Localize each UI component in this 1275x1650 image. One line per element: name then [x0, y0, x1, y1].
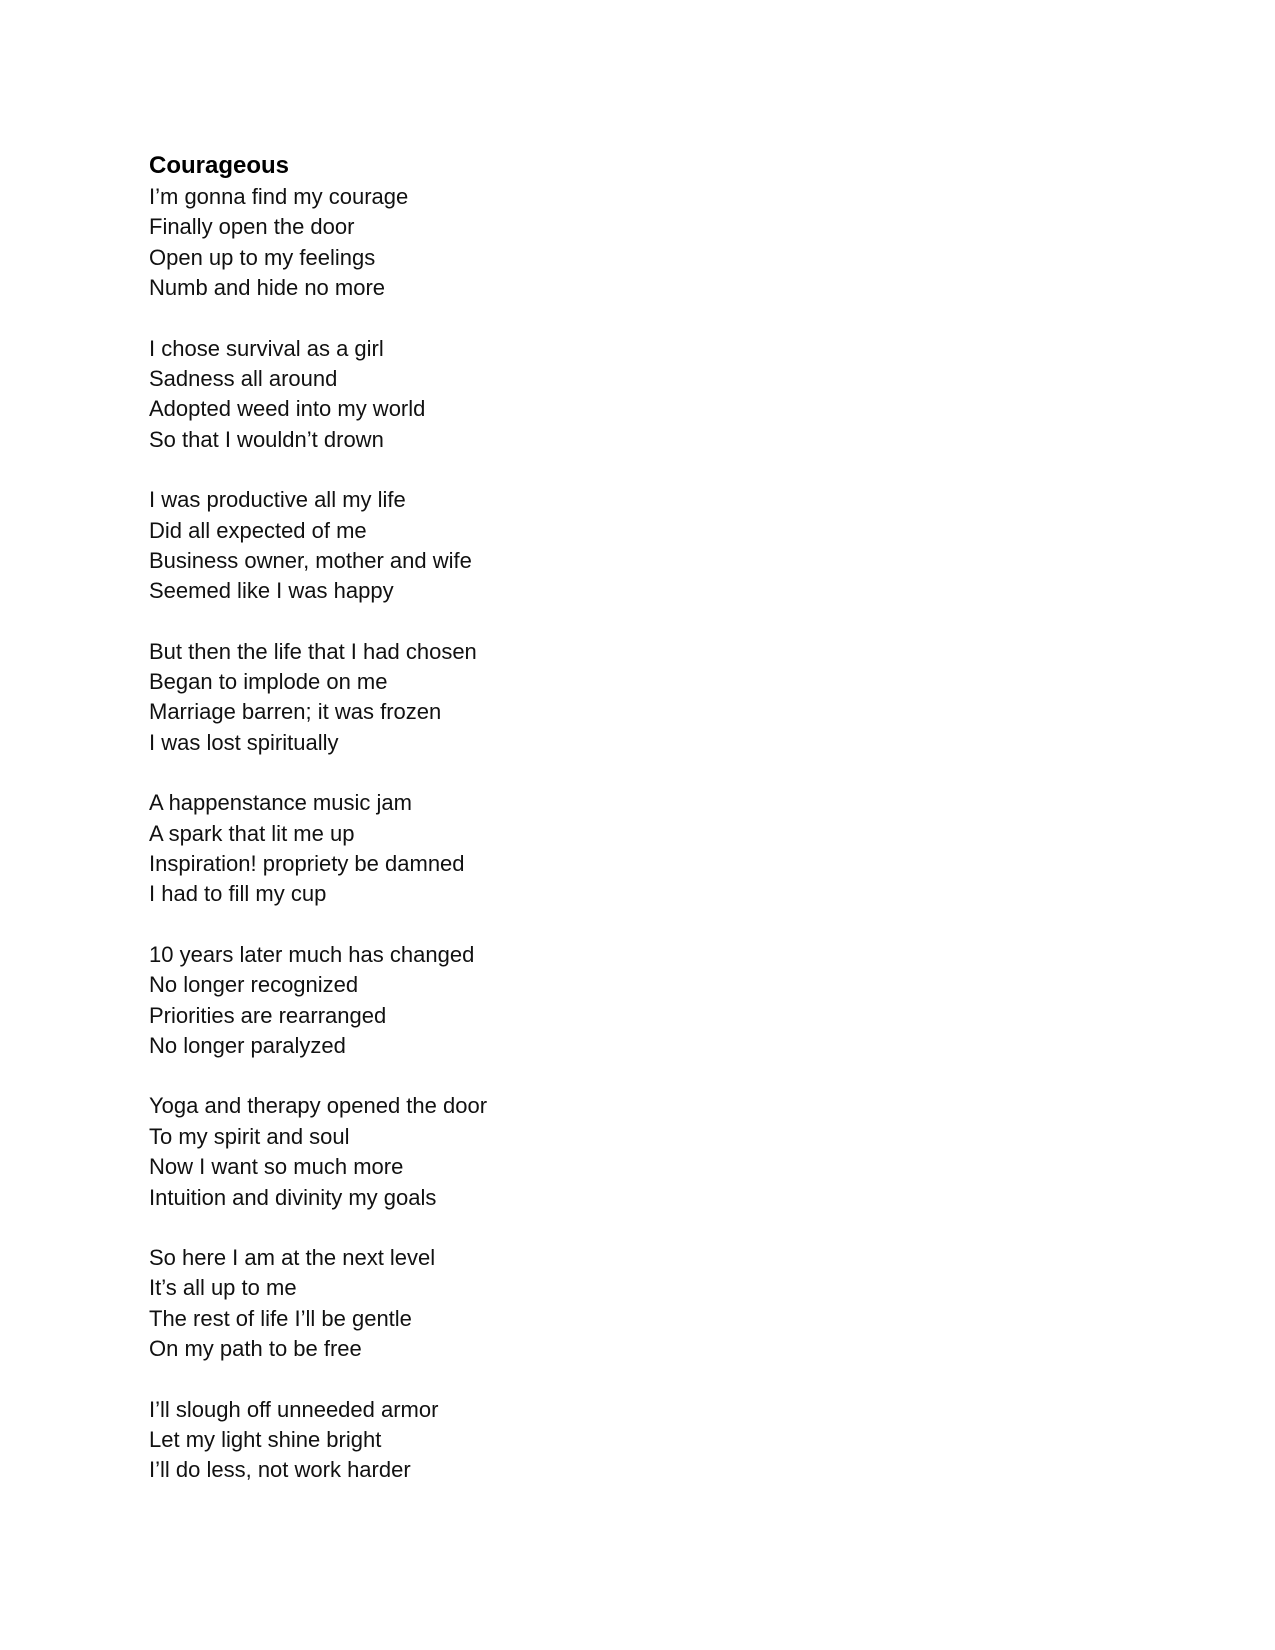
poem-line: Marriage barren; it was frozen	[149, 699, 442, 725]
poem-line: Open up to my feelings	[149, 244, 376, 270]
poem-line: Began to implode on me	[149, 669, 388, 695]
poem-line: Inspiration! propriety be damned	[149, 851, 465, 877]
stanza	[149, 182, 1049, 304]
poem-line: I was lost spiritually	[149, 729, 339, 755]
poem-line: The rest of life I’ll be gentle	[149, 1305, 412, 1331]
poem-line: Did all expected of me	[149, 517, 367, 543]
poem-line: I’m gonna find my courage	[149, 184, 409, 209]
poem-line: No longer paralyzed	[149, 1032, 346, 1058]
poem-line: On my path to be free	[149, 1336, 362, 1362]
poem-line: A spark that lit me up	[149, 820, 355, 846]
poem-line: I was productive all my life	[149, 487, 406, 513]
poem-line: Numb and hide no more	[149, 275, 386, 301]
poem-line: Sadness all around	[149, 365, 338, 391]
poem-line: To my spirit and soul	[149, 1123, 350, 1149]
poem-line: Adopted weed into my world	[149, 396, 426, 422]
stanza	[149, 788, 1049, 910]
poem-body	[149, 182, 1049, 1486]
stanza	[149, 1091, 1049, 1213]
poem-line: 10 years later much has changed	[149, 941, 475, 967]
poem-line: Priorities are rearranged	[149, 1002, 387, 1028]
stanza	[149, 940, 1049, 1062]
poem-line: Yoga and therapy opened the door	[149, 1093, 488, 1119]
poem-line: Now I want so much more	[149, 1154, 404, 1180]
poem-line: I’ll do less, not work harder	[149, 1457, 411, 1483]
stanza	[149, 334, 1049, 456]
poem-line: I’ll slough off unneeded armor	[149, 1396, 439, 1422]
poem-line: It’s all up to me	[149, 1275, 297, 1301]
poem-line: So that I wouldn’t drown	[149, 426, 384, 452]
poem-line: Intuition and divinity my goals	[149, 1184, 437, 1210]
poem-line: So here I am at the next level	[149, 1244, 436, 1270]
poem-line: Seemed like I was happy	[149, 578, 394, 604]
poem	[149, 150, 1049, 1516]
poem-line: Let my light shine bright	[149, 1426, 382, 1452]
stanza	[149, 1243, 1049, 1365]
poem-title: Courageous	[149, 152, 290, 179]
poem-line: No longer recognized	[149, 972, 359, 998]
stanza	[149, 637, 1049, 759]
poem-line: A happenstance music jam	[149, 790, 412, 816]
poem-line: I chose survival as a girl	[149, 335, 384, 361]
poem-line: I had to fill my cup	[149, 881, 327, 907]
poem-line: Finally open the door	[149, 214, 355, 240]
stanza	[149, 485, 1049, 607]
poem-line: But then the life that I had chosen	[149, 638, 477, 664]
poem-line: Business owner, mother and wife	[149, 547, 472, 573]
stanza	[149, 1395, 1049, 1486]
